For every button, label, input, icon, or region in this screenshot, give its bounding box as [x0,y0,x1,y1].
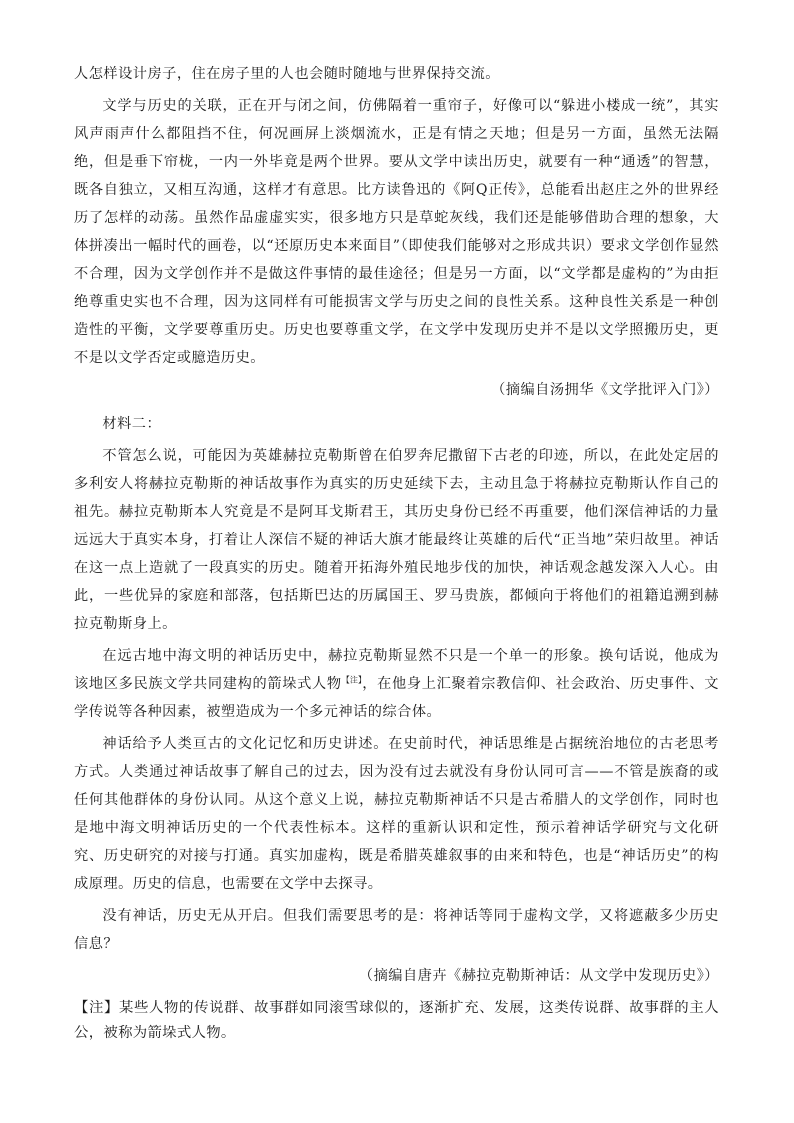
footnote-marker: 【注】 [341,675,363,685]
material2-source: （摘编自唐卉《赫拉克勒斯神话：从文学中发现历史》） [358,968,719,984]
material2-paragraph-2-text-a: 在远古地中海文明的神话历史中，赫拉克勒斯显然不只是一个单一的形象。换句话说，他成为该地区多民族文学共同建构的箭垛式人物 [74,648,719,692]
material2-paragraph-2 [74,642,719,726]
footnote-tag: 【注】 [74,1000,120,1016]
material2-paragraph-4: 没有神话，历史无从开启。但我们需要思考的是：将神话等同于虚构文学，又将遮蔽多少历史信息？ [74,908,719,952]
material2-paragraph-2-text-b: ，在他身上汇聚着宗教信仰、社会政治、历史事件、文学传说等各种因素，被塑造成为一个多元神话的综合体。 [74,676,719,720]
document-page [74,60,719,1046]
material2-paragraph-3: 神话给予人类亘古的文化记忆和历史讲述。在史前时代，神话思维是占据统治地位的古老思考方式。人类通过神话故事了解自己的过去，因为没有过去就没有身份认同可言——不管是族裔的或任何其他群体的身份认同。从这个意义上说，赫拉克勒斯神话不只是古希腊人的文学创作，同时也是地中海文明神话历史的一个代表性标本。这样的重新认识和定性，预示着神话学研究与文化研究、历史研究的对接与打通。真实加虚构，既是希腊英雄叙事的由来和特色，也是“神话历史”的构成原理。历史的信息，也需要在文学中去探寻。 [74,736,719,892]
material1-paragraph: 文学与历史的关联，正在开与闭之间，仿佛隔着一重帘子，好像可以“躲进小楼成一统”，其实风声雨声什么都阻挡不住，何况画屏上淡烟流水，正是有情之天地；但是另一方面，虽然无法隔绝，但是垂下帘栊，一内一外毕竟是两个世界。要从文学中读出历史，就要有一种“通透”的智慧，既各自独立，又相互沟通，这样才有意思。比方读鲁迅的《阿Q正传》，总能看出赵庄之外的世界经历了怎样的动荡。虽然作品虚虚实实，很多地方只是草蛇灰线，我们还是能够借助合理的想象，大体拼凑出一幅时代的画卷，以“还原历史本来面目”（即使我们能够对之形成共识）要求文学创作显然不合理，因为文学创作并不是做这件事情的最佳途径；但是另一方面，以“文学都是虚构的”为由拒绝尊重史实也不合理，因为这同样有可能损害文学与历史之间的良性关系。这种良性关系是一种创造性的平衡，文学要尊重历史。历史也要尊重文学，在文学中发现历史并不是以文学照搬历史，更不是以文学否定或臆造历史。 [74,98,719,366]
material2-paragraph-1: 不管怎么说，可能因为英雄赫拉克勒斯曾在伯罗奔尼撒留下古老的印迹，所以，在此处定居的多利安人将赫拉克勒斯的神话故事作为真实的历史延续下去，主动且急于将赫拉克勒斯认作自己的祖先。赫拉克勒斯本人究竟是不是阿耳戈斯君王，其历史身份已经不再重要，他们深信神话的力量远远大于真实本身，打着让人深信不疑的神话大旗才能最终让英雄的后代“正当地”荣归故里。神话在这一点上造就了一段真实的历史。随着开拓海外殖民地步伐的加快，神话观念越发深入人心。由此，一些优异的家庭和部落，包括斯巴达的历属国王、罗马贵族，都倾向于将他们的祖籍追溯到赫拉克勒斯身上。 [74,448,719,632]
material1-source: （摘编自汤拥华《文学批评入门》） [491,382,719,398]
material2-heading: 材料二： [102,416,162,432]
footnote [74,996,719,1046]
footnote-text: 某些人物的传说群、故事群如同滚雪球似的，逐渐扩充、发展，这类传说群、故事群的主人公，被称为箭垛式人物。 [74,1000,719,1041]
material1-continuation: 人怎样设计房子，住在房子里的人也会随时随地与世界保持交流。 [74,66,500,82]
